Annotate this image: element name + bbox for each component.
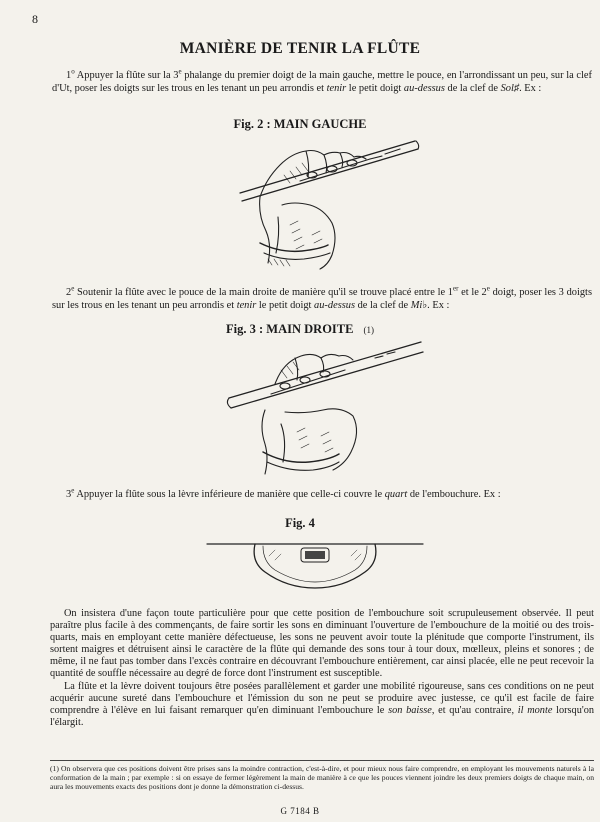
step-3-paragraph: 3e Appuyer la flûte sous la lèvre inférieure de manière que celle-ci couvre le quart de l'embouchure. Ex : [66, 486, 501, 500]
fig3-caption: Fig. 3 : MAIN DROITE (1) [226, 322, 374, 336]
step-2-paragraph: 2e Soutenir la flûte avec le pouce de la main droite de manière qu'il se trouve placé entre le 1er et le 2e doigt, poser les 3 doigts sur les trous en les tenant un peu arrondis et tenir le petit doigt au-dessus de la clef de Mi♭. Ex : [52, 284, 592, 311]
page-title: MANIÈRE DE TENIR LA FLÛTE [179, 40, 421, 57]
footnote: (1) On observera que ces positions doivent être prises sans la moindre contraction, c'est-à-dire, et pour mieux nous faire comprendre, en employant les mouvements naturels à la conformation de la main ; par exemple : si on essaye de fermer légèrement la main de manière à ce que les pouces viennent joindre les deux premiers doigts de chaque main, on aura les mouvements exacts des positions dont je donne la démonstration ci-dessus. [50, 764, 594, 792]
fig4-caption: Fig. 4 [285, 516, 315, 530]
right-hand-illustration [225, 340, 425, 475]
page-number: 8 [32, 12, 38, 26]
footnote-ref: (1) [363, 325, 374, 335]
paragraph-2: La flûte et la lèvre doivent toujours être posées parallèlement et garder une mobilité rigoureuse, sans ces conditions on ne peut acquérir aucune sureté dans l'embouchure et l'émission du son ne peut se produire avec justesse, ce qu'il est facile de faire comprendre à l'élève en lui faisant remarquer qu'en diminuant l'embouchure le son baisse, et qu'au contraire, il monte lorsqu'on l'élargit. [50, 680, 595, 728]
fig2-caption: Fig. 2 : MAIN GAUCHE [233, 117, 367, 131]
step-1-paragraph: 1$^o$ Appuyer la flûte sur la 3e phalange du premier doigt de la main gauche, mettre le pouce, en l'arrondissant un peu, sur la clef d'Ut, poser les doigts sur les trous en les tenant un peu arrondis et tenir le petit doigt au-dessus de la clef de Sol♯. Ex : [52, 67, 592, 94]
main-text [50, 608, 594, 729]
footnote-divider [50, 760, 594, 761]
paragraph-1: On insistera d'une façon toute particulière pour que cette position de l'embouchure soit scrupuleusement observée. Il peut paraître plus facile à des commençants, de faire sortir les sons en diminuant l'ouverture de l'embouchure de la moitié ou des trois-quarts, mais en employant cette manière défectueuse, les sons ne peuvent avoir toute la plénitude que comporte l'instrument, ils sortent maigres et détruisent ainsi le caractère de la flûte qui demande des sons tour à tour doux, mœlleux, pleins et sonores ; de même, il ne faut pas tomber dans l'excès contraire en découvrant l'embouchure entièrement, car ainsi placée, elle ne peut recevoir la quantité de souffle nécessaire au degré de force dont l'instrument est susceptible. [50, 608, 594, 680]
left-hand-illustration [220, 135, 420, 270]
catalog-number: G 7184 B [280, 806, 320, 816]
embouchure-illustration [205, 532, 425, 592]
